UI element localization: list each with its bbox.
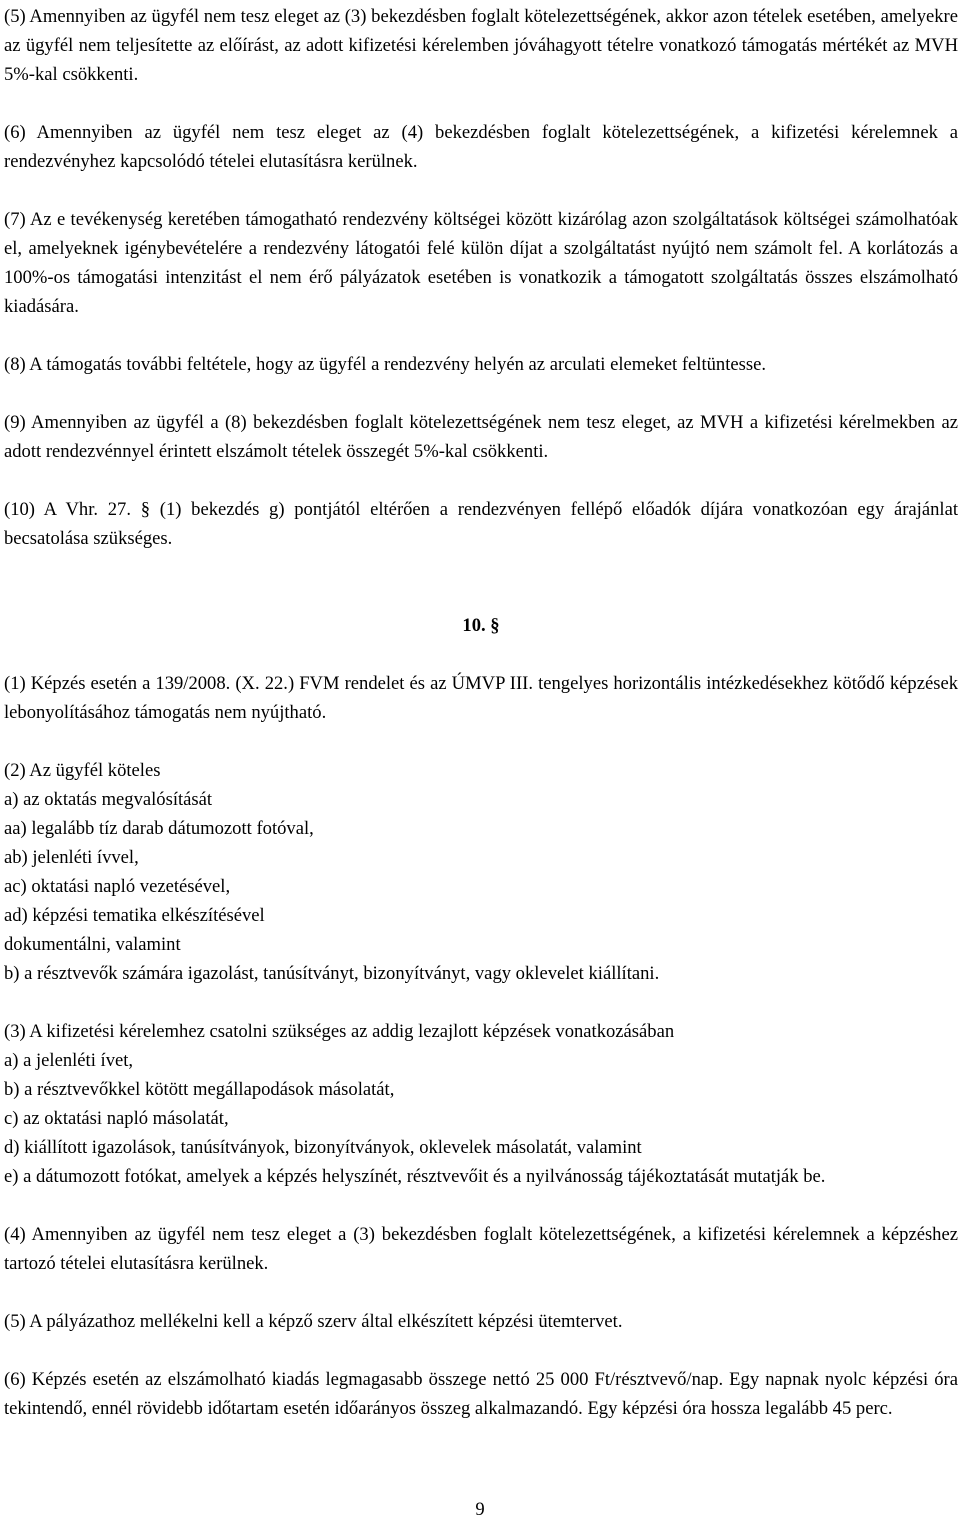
paragraph-2-line: ac) oktatási napló vezetésével, <box>4 876 231 897</box>
paragraph-9: (9) Amennyiben az ügyfél a (8) bekezdésben foglalt kötelezettségének nem tesz eleget, az MVH a kifizetési kérelmekben az adott rendezvénnyel érintett elszámolt tételek összegét 5%-kal csökkenti. <box>4 412 958 462</box>
paragraph-3-line: a) a jelenléti ívet, <box>4 1050 134 1071</box>
paragraph-2-line: (2) Az ügyfél köteles <box>4 760 161 781</box>
paragraph-2-line: ad) képzési tematika elkészítésével <box>4 905 265 926</box>
paragraph-3-line: b) a résztvevőkkel kötött megállapodások másolatát, <box>4 1079 395 1100</box>
paragraph-3-line: c) az oktatási napló másolatát, <box>4 1108 229 1129</box>
paragraph-5: (5) Amennyiben az ügyfél nem tesz eleget az (3) bekezdésben foglalt kötelezettségének, akkor azon tételek esetében, amelyekre az ügyfél nem teljesítette az előírást, az adott kifizetési kérelemben jóváhagyott tételre vonatkozó támogatás mértékét az MVH 5%-kal csökkenti. <box>4 6 958 85</box>
section-paragraph-1: (1) Képzés esetén a 139/2008. (X. 22.) FVM rendelet és az ÚMVP III. tengelyes horizontális intézkedésekhez kötődő képzések lebonyolításához támogatás nem nyújtható. <box>4 673 958 723</box>
section-paragraph-6: (6) Képzés esetén az elszámolható kiadás legmagasabb összege nettó 25 000 Ft/résztvevő/nap. Egy napnak nyolc képzési óra tekintendő, ennél rövidebb időtartam esetén időarányos összeg alkalmazandó. Egy képzési óra hossza legalább 45 perc. <box>4 1369 958 1419</box>
paragraph-3-line: d) kiállított igazolások, tanúsítványok, bizonyítványok, oklevelek másolatát, valamint <box>4 1137 642 1158</box>
paragraph-2-line: a) az oktatás megvalósítását <box>4 789 213 810</box>
page-number: 9 <box>475 1499 485 1520</box>
section-heading: 10. § <box>462 615 500 636</box>
paragraph-6: (6) Amennyiben az ügyfél nem tesz eleget az (4) bekezdésben foglalt kötelezettségének, a kifizetési kérelemnek a rendezvényhez kapcsolódó tételei elutasításra kerülnek. <box>4 122 958 172</box>
paragraph-3-line: e) a dátumozott fotókat, amelyek a képzés helyszínét, résztvevőit és a nyilvánosság tájékoztatását mutatják be. <box>4 1166 826 1187</box>
paragraph-10: (10) A Vhr. 27. § (1) bekezdés g) pontjától eltérően a rendezvényen fellépő előadók díjára vonatkozóan egy árajánlat becsatolása szükséges. <box>4 499 958 549</box>
section-paragraph-3 <box>4 1017 958 1191</box>
paragraph-2-line: b) a résztvevők számára igazolást, tanúsítványt, bizonyítványt, vagy oklevelet kiállítani. <box>4 963 660 984</box>
paragraph-2-line: ab) jelenléti ívvel, <box>4 847 139 868</box>
paragraph-8: (8) A támogatás további feltétele, hogy az ügyfél a rendezvény helyén az arculati elemeket feltüntesse. <box>4 354 767 375</box>
document-page <box>4 2 958 1452</box>
section-paragraph-5: (5) A pályázathoz mellékelni kell a képző szerv által elkészített képzési ütemtervet. <box>4 1311 623 1332</box>
section-paragraph-4: (4) Amennyiben az ügyfél nem tesz eleget a (3) bekezdésben foglalt kötelezettségének, a kifizetési kérelemnek a képzéshez tartozó tételei elutasításra kerülnek. <box>4 1224 958 1274</box>
paragraph-3-line: (3) A kifizetési kérelemhez csatolni szükséges az addig lezajlott képzések vonatkozásában <box>4 1021 675 1042</box>
section-paragraph-2 <box>4 756 958 988</box>
paragraph-2-line: aa) legalább tíz darab dátumozott fotóval, <box>4 818 314 839</box>
paragraph-7: (7) Az e tevékenység keretében támogatható rendezvény költségei között kizárólag azon szolgáltatások költségei számolhatóak el, amelyeknek igénybevételére a rendezvény látogatói felé külön díjat a szolgáltatást nyújtó nem számolt fel. A korlátozás a 100%-os támogatási intenzitást el nem érő pályázatok esetében is vonatkozik a támogatott szolgáltatás összes elszámolható kiadására. <box>4 209 958 317</box>
paragraph-2-line: dokumentálni, valamint <box>4 934 181 955</box>
